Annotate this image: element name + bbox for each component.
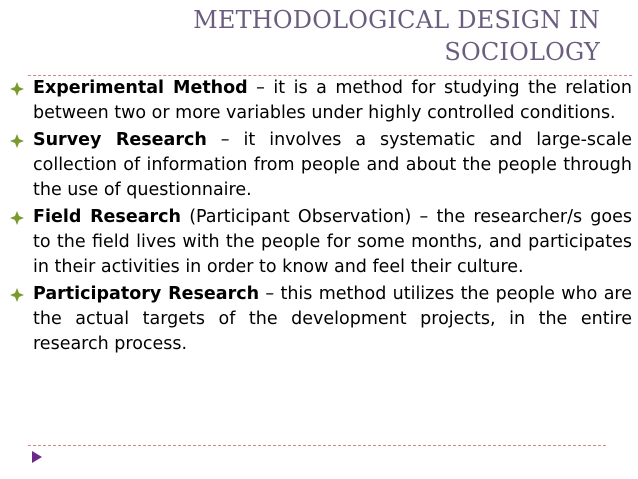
slide-title (140, 4, 600, 68)
list-item-participatory (10, 282, 632, 357)
item-term: Participatory Research (33, 284, 260, 304)
bottom-divider (28, 445, 606, 446)
item-text: (Participant Observation) – the researcher/s goes to the field lives with the people for some months, and participates in their activities in order to know and feel their culture. (33, 207, 633, 277)
item-text: – it involves a systematic and large-scale collection of information from people and about the people through the use of questionnaire. (33, 130, 632, 200)
title-line-2: SOCIOLOGY (444, 38, 600, 66)
diamond-bullet-icon (10, 288, 24, 302)
list-item-experimental (10, 76, 632, 126)
item-term: Experimental Method (33, 78, 248, 98)
triangle-right-icon (32, 451, 42, 463)
list-item-survey (10, 128, 632, 203)
item-term: Field Research (33, 207, 181, 227)
title-line-1: METHODOLOGICAL DESIGN IN (193, 6, 600, 34)
item-term: Survey Research (33, 130, 207, 150)
diamond-bullet-icon (10, 134, 24, 148)
list-item-field (10, 205, 632, 280)
diamond-bullet-icon (10, 211, 24, 225)
item-text: – this method utilizes the people who are the actual targets of the development projects, in the entire research process. (33, 284, 632, 354)
item-text: – it is a method for studying the relation between two or more variables under highly controlled conditions. (33, 78, 632, 123)
bullet-list (10, 76, 632, 359)
diamond-bullet-icon (10, 82, 24, 96)
